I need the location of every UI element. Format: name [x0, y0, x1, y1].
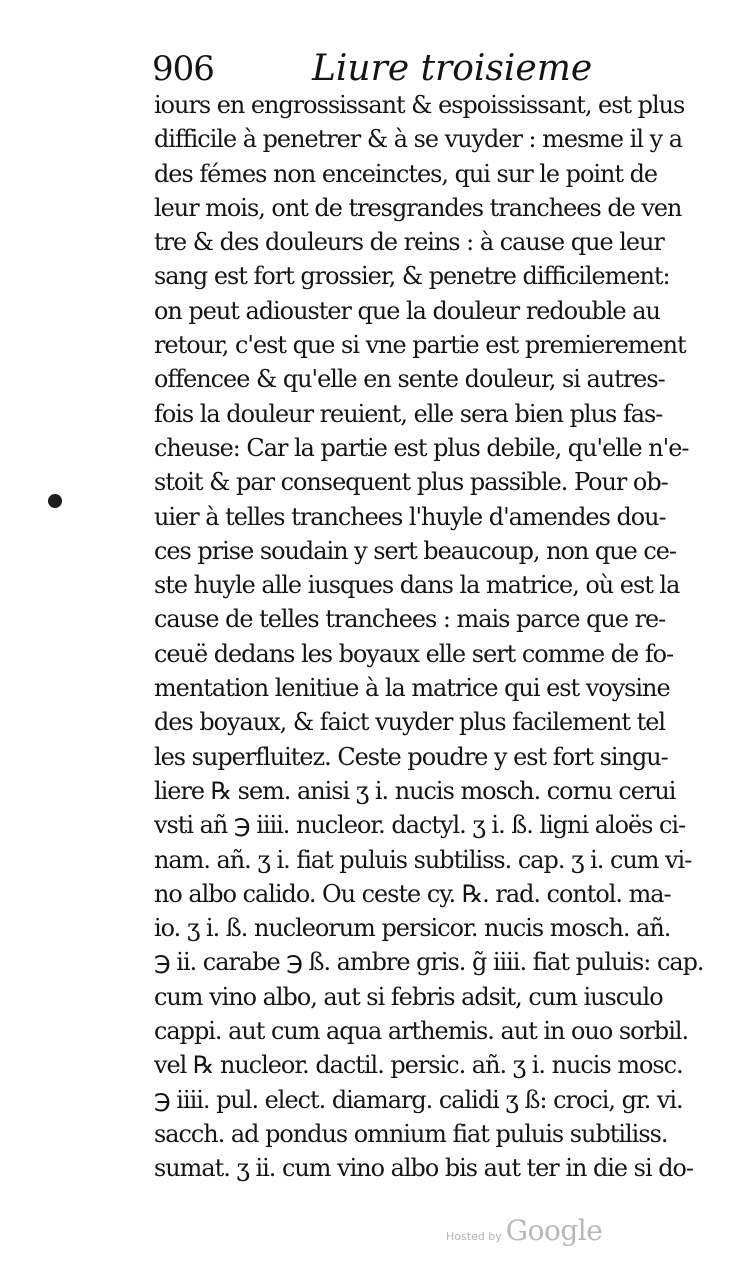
text-line: io. ʒ i. ß. nucleorum persicor. nucis mosch. añ. — [154, 914, 671, 943]
text-line: mentation lenitiue à la matrice qui est voysine — [154, 674, 670, 703]
page-header — [152, 44, 593, 94]
running-head: Liure troisieme — [312, 48, 593, 89]
text-line: cheuse: Car la partie est plus debile, qu'elle n'e- — [154, 433, 689, 462]
text-line: des fémes non enceinctes, qui sur le point de — [154, 159, 658, 188]
text-line: ces prise soudain y sert beaucoup, non que ce- — [154, 536, 676, 565]
text-line: difficile à penetrer & à se vuyder : mesme il y a — [154, 125, 682, 154]
text-line: cappi. aut cum aqua arthemis. aut in ouo sorbil. — [154, 1017, 689, 1046]
text-line: liere ℞ sem. anisi ʒ i. nucis mosch. cornu cerui — [154, 776, 676, 805]
google-logo: Google — [505, 1214, 603, 1247]
text-line: tre & des douleurs de reins : à cause que leur — [154, 228, 664, 257]
text-line: stoit & par consequent plus passible. Pour ob- — [154, 468, 668, 497]
text-line: cause de telles tranchees : mais parce que re- — [154, 605, 666, 634]
text-line: sumat. ʒ ii. cum vino albo bis aut ter in die si do- — [154, 1154, 693, 1183]
text-line: sacch. ad pondus omnium fiat puluis subtiliss. — [154, 1119, 668, 1148]
text-line: no albo calido. Ou ceste cy. ℞. rad. contol. ma- — [154, 879, 671, 908]
text-line: uier à telles tranchees l'huyle d'amendes dou- — [154, 502, 666, 531]
text-line: leur mois, ont de tresgrandes tranchees de ven — [154, 193, 682, 222]
hosted-by-watermark — [446, 1214, 602, 1254]
text-line: vsti añ ℈ iiii. nucleor. dactyl. ʒ i. ß. ligni aloës ci- — [154, 811, 686, 840]
text-line: retour, c'est que si vne partie est premierement — [154, 331, 686, 360]
body-text — [154, 88, 722, 1186]
page-number: 906 — [152, 49, 214, 89]
text-line: ℈ iiii. pul. elect. diamarg. calidi ʒ ß: croci, gr. vi. — [154, 1085, 683, 1114]
text-line: fois la douleur reuient, elle sera bien plus fas- — [154, 399, 663, 428]
text-line: ℈ ii. carabe ℈ ß. ambre gris. g̃ iiii. fiat puluis: cap. — [154, 948, 704, 977]
text-line: iours en engrossissant & espoississant, est plus — [154, 91, 685, 119]
text-line: sang est fort grossier, & penetre difficilement: — [154, 262, 670, 291]
text-line: ceuë dedans les boyaux elle sert comme de fo- — [154, 639, 674, 668]
text-line: on peut adiouster que la douleur redouble au — [154, 296, 660, 325]
text-line: offencee & qu'elle en sente douleur, si autres- — [154, 365, 665, 394]
text-line: des boyaux, & faict vuyder plus facilement tel — [154, 708, 666, 737]
text-line: ste huyle alle iusques dans la matrice, où est la — [154, 571, 680, 600]
text-line: les superfluitez. Ceste poudre y est fort singu- — [154, 742, 668, 771]
hosted-by-label: Hosted by — [446, 1230, 502, 1243]
margin-ink-dot — [48, 494, 62, 508]
text-line: cum vino albo, aut si febris adsit, cum iusculo — [154, 982, 663, 1011]
text-line: vel ℞ nucleor. dactil. persic. añ. ʒ i. nucis mosc. — [154, 1051, 683, 1080]
text-line: nam. añ. ʒ i. fiat puluis subtiliss. cap. ʒ i. cum vi- — [154, 845, 692, 874]
